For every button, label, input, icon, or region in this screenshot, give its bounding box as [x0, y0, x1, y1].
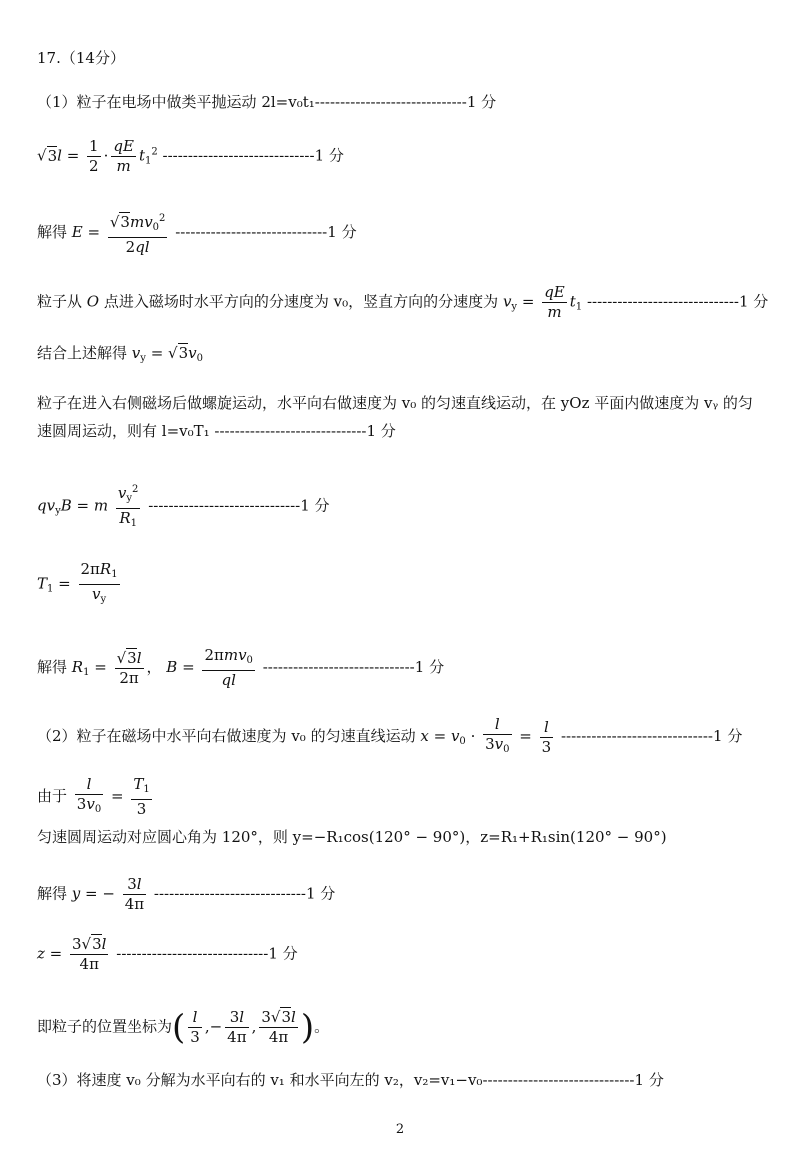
fraction: $\frac{3√3l}{4\pi}$	[72, 935, 107, 973]
dash-leader: ------------------------------	[586, 292, 739, 311]
fraction: $\frac{T_1}{3}$	[133, 775, 150, 818]
dash-leader: ------------------------------	[148, 496, 301, 515]
score-label: 1 分	[300, 496, 330, 515]
part1-intro-text: （1）粒子在电场中做类平抛运动 2l=v₀t₁	[37, 93, 315, 111]
part2-intro-text: （2）粒子在磁场中水平向右做速度为 v₀ 的匀速直线运动	[37, 727, 416, 745]
text: 点进入磁场时水平方向的分速度为 v₀，竖直方向的分速度为	[103, 292, 499, 311]
fraction: $\frac{l}{3}$	[190, 1008, 200, 1046]
text: 粒子从	[37, 292, 83, 311]
score-label: 1 分	[739, 292, 769, 311]
score-label: 1 分	[414, 658, 445, 676]
fraction: $\frac{l}{3v_0}$	[485, 715, 510, 755]
equation-line-2: 解得 E = $\frac{√3mv_0^2}{2ql}$ ------------------------------1 分	[37, 209, 357, 257]
fraction: $\frac{√3l}{2\pi}$	[116, 648, 142, 687]
fraction: $\frac{2\pi mv_0}{ql}$	[204, 646, 253, 689]
dash-leader: ------------------------------	[162, 146, 315, 165]
equation-line-1: √3l = $\frac{1}{2}$ · $\frac{qE}{m}$ $t_1^2$ ------------------------------1 分	[37, 137, 344, 175]
angle-line: 匀速圆周运动对应圆心角为 120°，则 y=−R₁cos(120° − 90°)，z=R₁+R₁sin(120° − 90°)	[37, 828, 667, 846]
part3-intro-text: （3）将速度 v₀ 分解为水平向右的 v₁ 和水平向左的 v₂，v₂=v₁−v₀	[37, 1071, 483, 1089]
point-o: O	[86, 292, 100, 311]
fraction: $\frac{qE}{m}$	[113, 137, 134, 175]
fraction: $\frac{3√3l}{4\pi}$	[261, 1008, 296, 1046]
dash-leader: ------------------------------	[153, 884, 306, 903]
fraction: $\frac{√3mv_0^2}{2ql}$	[108, 209, 168, 257]
dash-leader: ------------------------------	[262, 658, 415, 676]
text: 结合上述解得	[37, 344, 128, 362]
score-label: 1 分	[314, 146, 344, 165]
equation-line-5: 解得 $R_1$ = $\frac{√3l}{2\pi}$ ， B = $\frac{2\pi mv_0}{ql}$ ------------------------------1 分	[37, 646, 445, 689]
dash-leader: ------------------------------	[560, 727, 714, 745]
score-label: 1 分	[327, 223, 357, 241]
youyu-label: 由于	[37, 787, 68, 805]
combine-line: 结合上述解得 $v_y = √3v_0$	[37, 344, 204, 364]
equation-line-3: $qv_yB = m$ $\frac{v_y^2}{R_1}$ ------------------------------1 分	[37, 480, 330, 533]
equation-line-4: $T_1$ = $\frac{2\pi R_1}{v_y}$	[37, 560, 123, 609]
equation: √3l =	[37, 146, 80, 165]
jiede-label: 解得	[37, 884, 68, 903]
dash-leader: ------------------------------	[314, 93, 467, 111]
equation-line-6: 解得 y = − $\frac{3l}{4\pi}$ ------------------------------1 分	[37, 875, 336, 913]
fraction: $\frac{2\pi R_1}{v_y}$	[80, 560, 118, 605]
spiral-line-1: 粒子在进入右侧磁场后做螺旋运动，水平向右做速度为 v₀ 的匀速直线运动，在 yOz 平面内做速度为 vᵧ 的匀	[37, 394, 753, 412]
period: 。	[314, 1017, 330, 1036]
equation-line-7: z = $\frac{3√3l}{4\pi}$ ------------------------------1 分	[37, 935, 298, 973]
dash-leader: ------------------------------	[175, 223, 328, 241]
jiede-label: 解得	[37, 658, 68, 676]
fraction: $\frac{l}{3}$	[541, 717, 552, 756]
jiede-label: 解得	[37, 223, 68, 241]
text: 即粒子的位置坐标为	[37, 1017, 173, 1036]
youyu-line: 由于 $\frac{l}{3v_0}$ = $\frac{T_1}{3}$	[37, 775, 150, 818]
score-label: 1 分	[466, 93, 497, 111]
part3-intro-line	[37, 1070, 664, 1090]
dash-leader: ------------------------------	[482, 1071, 635, 1089]
fraction: $\frac{1}{2}$	[89, 137, 99, 175]
velocity-line: 粒子从 O 点进入磁场时水平方向的分速度为 v₀，竖直方向的分速度为 $v_y$ = $\frac{qE}{m}$ $t_1$ ------------------------------1 分	[37, 283, 769, 321]
score-label: 1 分	[268, 944, 298, 963]
fraction: $\frac{qE}{m}$	[544, 283, 565, 321]
spiral-line-2	[37, 421, 396, 441]
score-label: 1 分	[366, 422, 396, 440]
part2-intro-line: （2）粒子在磁场中水平向右做速度为 v₀ 的匀速直线运动 $x = v_0$ · $\frac{l}{3v_0}$ = $\frac{l}{3}$ ------------------------------1 分	[37, 715, 742, 759]
coords-line: 即粒子的位置坐标为( $\frac{l}{3}$ ,− $\frac{3l}{4\pi}$ , $\frac{3√3l}{4\pi}$ )。	[37, 1007, 330, 1048]
text: 速圆周运动，则有 l=v₀T₁	[37, 422, 210, 440]
fraction: $\frac{l}{3v_0}$	[76, 775, 102, 815]
score-label: 1 分	[634, 1071, 664, 1089]
dash-leader: ------------------------------	[214, 422, 367, 440]
dash-leader: ------------------------------	[116, 944, 269, 963]
part1-intro-line	[37, 92, 496, 112]
comma: ，	[146, 658, 162, 676]
score-label: 1 分	[713, 727, 743, 745]
fraction: $\frac{v_y^2}{R_1}$	[116, 480, 141, 533]
score-label: 1 分	[305, 884, 336, 903]
fraction: $\frac{3l}{4\pi}$	[124, 875, 145, 913]
fraction: $\frac{3l}{4\pi}$	[227, 1008, 247, 1046]
question-header: 17.（14分）	[37, 49, 125, 67]
page-number: 2	[395, 1122, 405, 1137]
